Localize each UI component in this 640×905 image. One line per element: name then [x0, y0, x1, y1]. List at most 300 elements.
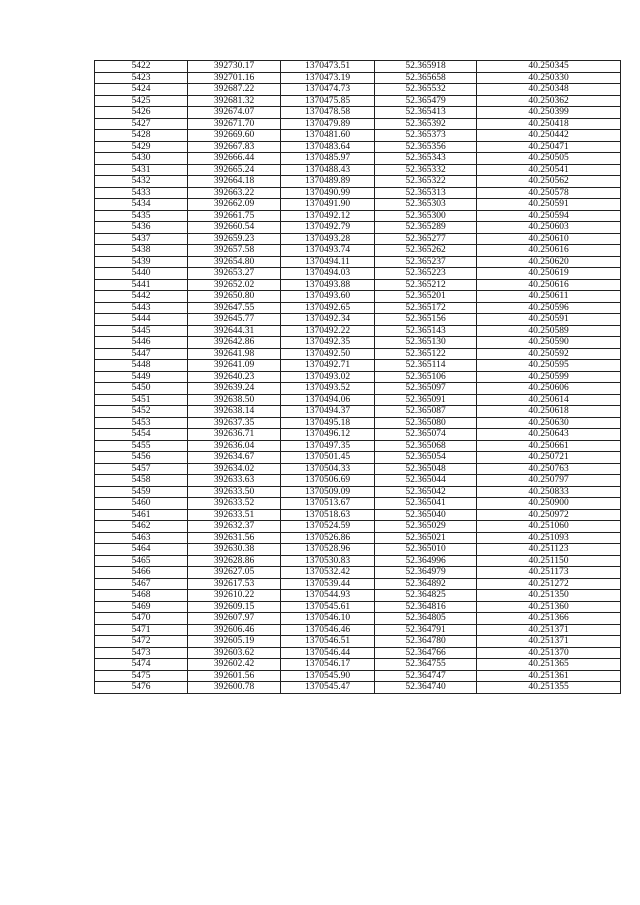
x-coordinate-cell: 392644.31	[188, 325, 281, 337]
point-number-cell: 5473	[95, 647, 188, 659]
x-coordinate-cell: 392659.23	[188, 233, 281, 245]
table-row	[95, 141, 621, 153]
longitude-cell: 40.251173	[477, 567, 621, 579]
y-coordinate-cell: 1370492.71	[281, 360, 375, 372]
point-number-cell: 5471	[95, 624, 188, 636]
latitude-cell: 52.365087	[375, 406, 477, 418]
longitude-cell: 40.250589	[477, 325, 621, 337]
y-coordinate-cell: 1370546.10	[281, 613, 375, 625]
longitude-cell: 40.250614	[477, 394, 621, 406]
table-row	[95, 578, 621, 590]
longitude-cell: 40.250630	[477, 417, 621, 429]
table-row	[95, 279, 621, 291]
point-number-cell: 5425	[95, 95, 188, 107]
longitude-cell: 40.251150	[477, 555, 621, 567]
x-coordinate-cell: 392650.80	[188, 291, 281, 303]
latitude-cell: 52.364740	[375, 682, 477, 694]
y-coordinate-cell: 1370545.61	[281, 601, 375, 613]
x-coordinate-cell: 392663.22	[188, 187, 281, 199]
x-coordinate-cell: 392610.22	[188, 590, 281, 602]
table-row	[95, 314, 621, 326]
point-number-cell: 5459	[95, 486, 188, 498]
latitude-cell: 52.365658	[375, 72, 477, 84]
latitude-cell: 52.364805	[375, 613, 477, 625]
latitude-cell: 52.365143	[375, 325, 477, 337]
table-row	[95, 555, 621, 567]
latitude-cell: 52.365300	[375, 210, 477, 222]
y-coordinate-cell: 1370474.73	[281, 84, 375, 96]
longitude-cell: 40.251371	[477, 624, 621, 636]
latitude-cell: 52.364892	[375, 578, 477, 590]
longitude-cell: 40.251370	[477, 647, 621, 659]
x-coordinate-cell: 392665.24	[188, 164, 281, 176]
latitude-cell: 52.365918	[375, 61, 477, 73]
x-coordinate-cell: 392647.55	[188, 302, 281, 314]
table-row	[95, 601, 621, 613]
table-row	[95, 440, 621, 452]
table-row	[95, 429, 621, 441]
y-coordinate-cell: 1370493.74	[281, 245, 375, 257]
latitude-cell: 52.365044	[375, 475, 477, 487]
x-coordinate-cell: 392640.23	[188, 371, 281, 383]
longitude-cell: 40.251350	[477, 590, 621, 602]
table-row	[95, 532, 621, 544]
latitude-cell: 52.365054	[375, 452, 477, 464]
longitude-cell: 40.250620	[477, 256, 621, 268]
longitude-cell: 40.251361	[477, 670, 621, 682]
longitude-cell: 40.250418	[477, 118, 621, 130]
y-coordinate-cell: 1370539.44	[281, 578, 375, 590]
latitude-cell: 52.365130	[375, 337, 477, 349]
y-coordinate-cell: 1370481.60	[281, 130, 375, 142]
point-number-cell: 5422	[95, 61, 188, 73]
x-coordinate-cell: 392633.52	[188, 498, 281, 510]
point-number-cell: 5457	[95, 463, 188, 475]
table-row	[95, 544, 621, 556]
x-coordinate-cell: 392601.56	[188, 670, 281, 682]
longitude-cell: 40.250592	[477, 348, 621, 360]
x-coordinate-cell: 392631.56	[188, 532, 281, 544]
y-coordinate-cell: 1370493.02	[281, 371, 375, 383]
point-number-cell: 5454	[95, 429, 188, 441]
table-row	[95, 636, 621, 648]
point-number-cell: 5444	[95, 314, 188, 326]
point-number-cell: 5472	[95, 636, 188, 648]
x-coordinate-cell: 392681.32	[188, 95, 281, 107]
table-row	[95, 302, 621, 314]
longitude-cell: 40.250591	[477, 314, 621, 326]
point-number-cell: 5433	[95, 187, 188, 199]
point-number-cell: 5442	[95, 291, 188, 303]
y-coordinate-cell: 1370485.97	[281, 153, 375, 165]
longitude-cell: 40.250348	[477, 84, 621, 96]
table-row	[95, 325, 621, 337]
table-row	[95, 452, 621, 464]
y-coordinate-cell: 1370492.79	[281, 222, 375, 234]
y-coordinate-cell: 1370490.99	[281, 187, 375, 199]
table-row	[95, 647, 621, 659]
x-coordinate-cell: 392641.09	[188, 360, 281, 372]
point-number-cell: 5463	[95, 532, 188, 544]
y-coordinate-cell: 1370494.11	[281, 256, 375, 268]
table-row	[95, 130, 621, 142]
y-coordinate-cell: 1370506.69	[281, 475, 375, 487]
latitude-cell: 52.365332	[375, 164, 477, 176]
table-row	[95, 417, 621, 429]
point-number-cell: 5475	[95, 670, 188, 682]
y-coordinate-cell: 1370494.06	[281, 394, 375, 406]
y-coordinate-cell: 1370493.28	[281, 233, 375, 245]
latitude-cell: 52.365074	[375, 429, 477, 441]
table-row	[95, 233, 621, 245]
x-coordinate-cell: 392638.50	[188, 394, 281, 406]
latitude-cell: 52.365091	[375, 394, 477, 406]
x-coordinate-cell: 392636.71	[188, 429, 281, 441]
longitude-cell: 40.250595	[477, 360, 621, 372]
x-coordinate-cell: 392654.80	[188, 256, 281, 268]
y-coordinate-cell: 1370494.37	[281, 406, 375, 418]
point-number-cell: 5428	[95, 130, 188, 142]
point-number-cell: 5443	[95, 302, 188, 314]
x-coordinate-cell: 392634.02	[188, 463, 281, 475]
point-number-cell: 5453	[95, 417, 188, 429]
point-number-cell: 5461	[95, 509, 188, 521]
y-coordinate-cell: 1370501.45	[281, 452, 375, 464]
x-coordinate-cell: 392661.75	[188, 210, 281, 222]
table-row	[95, 164, 621, 176]
coordinates-table	[94, 60, 621, 694]
longitude-cell: 40.250611	[477, 291, 621, 303]
y-coordinate-cell: 1370513.67	[281, 498, 375, 510]
table-row	[95, 682, 621, 694]
latitude-cell: 52.365392	[375, 118, 477, 130]
table-row	[95, 176, 621, 188]
latitude-cell: 52.365040	[375, 509, 477, 521]
table-row	[95, 613, 621, 625]
table-row	[95, 670, 621, 682]
longitude-cell: 40.250590	[477, 337, 621, 349]
y-coordinate-cell: 1370478.58	[281, 107, 375, 119]
point-number-cell: 5449	[95, 371, 188, 383]
longitude-cell: 40.250618	[477, 406, 621, 418]
longitude-cell: 40.250471	[477, 141, 621, 153]
table-row	[95, 153, 621, 165]
latitude-cell: 52.365373	[375, 130, 477, 142]
latitude-cell: 52.365021	[375, 532, 477, 544]
y-coordinate-cell: 1370495.18	[281, 417, 375, 429]
longitude-cell: 40.251093	[477, 532, 621, 544]
latitude-cell: 52.365223	[375, 268, 477, 280]
latitude-cell: 52.365289	[375, 222, 477, 234]
x-coordinate-cell: 392660.54	[188, 222, 281, 234]
point-number-cell: 5429	[95, 141, 188, 153]
point-number-cell: 5452	[95, 406, 188, 418]
point-number-cell: 5439	[95, 256, 188, 268]
y-coordinate-cell: 1370528.96	[281, 544, 375, 556]
table-row	[95, 348, 621, 360]
y-coordinate-cell: 1370493.52	[281, 383, 375, 395]
point-number-cell: 5450	[95, 383, 188, 395]
point-number-cell: 5435	[95, 210, 188, 222]
point-number-cell: 5465	[95, 555, 188, 567]
table-row	[95, 95, 621, 107]
longitude-cell: 40.250594	[477, 210, 621, 222]
x-coordinate-cell: 392667.83	[188, 141, 281, 153]
x-coordinate-cell: 392687.22	[188, 84, 281, 96]
point-number-cell: 5440	[95, 268, 188, 280]
latitude-cell: 52.365343	[375, 153, 477, 165]
x-coordinate-cell: 392636.04	[188, 440, 281, 452]
longitude-cell: 40.250797	[477, 475, 621, 487]
longitude-cell: 40.250619	[477, 268, 621, 280]
y-coordinate-cell: 1370524.59	[281, 521, 375, 533]
latitude-cell: 52.365277	[375, 233, 477, 245]
point-number-cell: 5470	[95, 613, 188, 625]
y-coordinate-cell: 1370491.90	[281, 199, 375, 211]
table-row	[95, 475, 621, 487]
point-number-cell: 5466	[95, 567, 188, 579]
y-coordinate-cell: 1370479.89	[281, 118, 375, 130]
y-coordinate-cell: 1370546.17	[281, 659, 375, 671]
longitude-cell: 40.250606	[477, 383, 621, 395]
latitude-cell: 52.364766	[375, 647, 477, 659]
latitude-cell: 52.365048	[375, 463, 477, 475]
point-number-cell: 5445	[95, 325, 188, 337]
y-coordinate-cell: 1370497.35	[281, 440, 375, 452]
y-coordinate-cell: 1370496.12	[281, 429, 375, 441]
x-coordinate-cell: 392652.02	[188, 279, 281, 291]
y-coordinate-cell: 1370544.93	[281, 590, 375, 602]
latitude-cell: 52.365172	[375, 302, 477, 314]
longitude-cell: 40.250763	[477, 463, 621, 475]
longitude-cell: 40.250505	[477, 153, 621, 165]
x-coordinate-cell: 392603.62	[188, 647, 281, 659]
point-number-cell: 5460	[95, 498, 188, 510]
table-row	[95, 383, 621, 395]
table-row	[95, 245, 621, 257]
y-coordinate-cell: 1370518.63	[281, 509, 375, 521]
x-coordinate-cell: 392674.07	[188, 107, 281, 119]
table-row	[95, 509, 621, 521]
x-coordinate-cell: 392662.09	[188, 199, 281, 211]
x-coordinate-cell: 392671.70	[188, 118, 281, 130]
latitude-cell: 52.364780	[375, 636, 477, 648]
table-row	[95, 118, 621, 130]
y-coordinate-cell: 1370526.86	[281, 532, 375, 544]
y-coordinate-cell: 1370492.50	[281, 348, 375, 360]
point-number-cell: 5464	[95, 544, 188, 556]
longitude-cell: 40.250578	[477, 187, 621, 199]
point-number-cell: 5431	[95, 164, 188, 176]
x-coordinate-cell: 392653.27	[188, 268, 281, 280]
table-row	[95, 394, 621, 406]
latitude-cell: 52.364996	[375, 555, 477, 567]
longitude-cell: 40.250616	[477, 245, 621, 257]
table-row	[95, 521, 621, 533]
x-coordinate-cell: 392632.37	[188, 521, 281, 533]
y-coordinate-cell: 1370493.88	[281, 279, 375, 291]
longitude-cell: 40.250562	[477, 176, 621, 188]
point-number-cell: 5469	[95, 601, 188, 613]
longitude-cell: 40.251355	[477, 682, 621, 694]
table-row	[95, 567, 621, 579]
longitude-cell: 40.251360	[477, 601, 621, 613]
point-number-cell: 5451	[95, 394, 188, 406]
point-number-cell: 5424	[95, 84, 188, 96]
longitude-cell: 40.250591	[477, 199, 621, 211]
table-row	[95, 210, 621, 222]
table-row	[95, 659, 621, 671]
latitude-cell: 52.365322	[375, 176, 477, 188]
y-coordinate-cell: 1370492.12	[281, 210, 375, 222]
point-number-cell: 5437	[95, 233, 188, 245]
latitude-cell: 52.365532	[375, 84, 477, 96]
x-coordinate-cell: 392607.97	[188, 613, 281, 625]
point-number-cell: 5447	[95, 348, 188, 360]
table-row	[95, 199, 621, 211]
x-coordinate-cell: 392634.67	[188, 452, 281, 464]
x-coordinate-cell: 392669.60	[188, 130, 281, 142]
y-coordinate-cell: 1370530.83	[281, 555, 375, 567]
table-row	[95, 187, 621, 199]
point-number-cell: 5474	[95, 659, 188, 671]
latitude-cell: 52.364747	[375, 670, 477, 682]
latitude-cell: 52.365156	[375, 314, 477, 326]
longitude-cell: 40.250661	[477, 440, 621, 452]
latitude-cell: 52.365262	[375, 245, 477, 257]
longitude-cell: 40.250610	[477, 233, 621, 245]
table-row	[95, 222, 621, 234]
table-row	[95, 72, 621, 84]
point-number-cell: 5467	[95, 578, 188, 590]
longitude-cell: 40.251272	[477, 578, 621, 590]
point-number-cell: 5462	[95, 521, 188, 533]
x-coordinate-cell: 392628.86	[188, 555, 281, 567]
longitude-cell: 40.250833	[477, 486, 621, 498]
latitude-cell: 52.365010	[375, 544, 477, 556]
longitude-cell: 40.250596	[477, 302, 621, 314]
x-coordinate-cell: 392730.17	[188, 61, 281, 73]
longitude-cell: 40.250643	[477, 429, 621, 441]
longitude-cell: 40.250541	[477, 164, 621, 176]
latitude-cell: 52.365237	[375, 256, 477, 268]
longitude-cell: 40.250972	[477, 509, 621, 521]
y-coordinate-cell: 1370492.22	[281, 325, 375, 337]
x-coordinate-cell: 392664.18	[188, 176, 281, 188]
point-number-cell: 5456	[95, 452, 188, 464]
latitude-cell: 52.364825	[375, 590, 477, 602]
latitude-cell: 52.364979	[375, 567, 477, 579]
latitude-cell: 52.365068	[375, 440, 477, 452]
table-row	[95, 498, 621, 510]
table-row	[95, 268, 621, 280]
longitude-cell: 40.250900	[477, 498, 621, 510]
table-row	[95, 590, 621, 602]
point-number-cell: 5455	[95, 440, 188, 452]
x-coordinate-cell: 392600.78	[188, 682, 281, 694]
x-coordinate-cell: 392617.53	[188, 578, 281, 590]
x-coordinate-cell: 392627.05	[188, 567, 281, 579]
x-coordinate-cell: 392638.14	[188, 406, 281, 418]
latitude-cell: 52.364791	[375, 624, 477, 636]
table-row	[95, 84, 621, 96]
y-coordinate-cell: 1370545.90	[281, 670, 375, 682]
x-coordinate-cell: 392630.38	[188, 544, 281, 556]
y-coordinate-cell: 1370545.47	[281, 682, 375, 694]
latitude-cell: 52.365041	[375, 498, 477, 510]
x-coordinate-cell: 392657.58	[188, 245, 281, 257]
longitude-cell: 40.250345	[477, 61, 621, 73]
y-coordinate-cell: 1370475.85	[281, 95, 375, 107]
y-coordinate-cell: 1370473.19	[281, 72, 375, 84]
latitude-cell: 52.365114	[375, 360, 477, 372]
point-number-cell: 5438	[95, 245, 188, 257]
latitude-cell: 52.365106	[375, 371, 477, 383]
latitude-cell: 52.365356	[375, 141, 477, 153]
longitude-cell: 40.250442	[477, 130, 621, 142]
longitude-cell: 40.250721	[477, 452, 621, 464]
latitude-cell: 52.364816	[375, 601, 477, 613]
table-row	[95, 360, 621, 372]
x-coordinate-cell: 392641.98	[188, 348, 281, 360]
y-coordinate-cell: 1370546.46	[281, 624, 375, 636]
latitude-cell: 52.365201	[375, 291, 477, 303]
point-number-cell: 5448	[95, 360, 188, 372]
latitude-cell: 52.364755	[375, 659, 477, 671]
table-row	[95, 486, 621, 498]
x-coordinate-cell: 392645.77	[188, 314, 281, 326]
point-number-cell: 5446	[95, 337, 188, 349]
longitude-cell: 40.250599	[477, 371, 621, 383]
y-coordinate-cell: 1370489.89	[281, 176, 375, 188]
longitude-cell: 40.250362	[477, 95, 621, 107]
y-coordinate-cell: 1370509.09	[281, 486, 375, 498]
latitude-cell: 52.365212	[375, 279, 477, 291]
x-coordinate-cell: 392633.63	[188, 475, 281, 487]
longitude-cell: 40.250616	[477, 279, 621, 291]
longitude-cell: 40.250399	[477, 107, 621, 119]
point-number-cell: 5476	[95, 682, 188, 694]
x-coordinate-cell: 392633.51	[188, 509, 281, 521]
table-row	[95, 107, 621, 119]
table-row	[95, 371, 621, 383]
latitude-cell: 52.365122	[375, 348, 477, 360]
y-coordinate-cell: 1370483.64	[281, 141, 375, 153]
y-coordinate-cell: 1370492.34	[281, 314, 375, 326]
latitude-cell: 52.365479	[375, 95, 477, 107]
y-coordinate-cell: 1370492.35	[281, 337, 375, 349]
latitude-cell: 52.365303	[375, 199, 477, 211]
x-coordinate-cell: 392637.35	[188, 417, 281, 429]
point-number-cell: 5436	[95, 222, 188, 234]
point-number-cell: 5430	[95, 153, 188, 165]
y-coordinate-cell: 1370546.51	[281, 636, 375, 648]
coordinates-table-body	[95, 61, 621, 694]
y-coordinate-cell: 1370532.42	[281, 567, 375, 579]
latitude-cell: 52.365097	[375, 383, 477, 395]
latitude-cell: 52.365042	[375, 486, 477, 498]
table-row	[95, 256, 621, 268]
x-coordinate-cell: 392642.86	[188, 337, 281, 349]
point-number-cell: 5434	[95, 199, 188, 211]
point-number-cell: 5458	[95, 475, 188, 487]
longitude-cell: 40.251365	[477, 659, 621, 671]
x-coordinate-cell: 392666.44	[188, 153, 281, 165]
table-row	[95, 463, 621, 475]
y-coordinate-cell: 1370492.65	[281, 302, 375, 314]
latitude-cell: 52.365313	[375, 187, 477, 199]
y-coordinate-cell: 1370504.33	[281, 463, 375, 475]
